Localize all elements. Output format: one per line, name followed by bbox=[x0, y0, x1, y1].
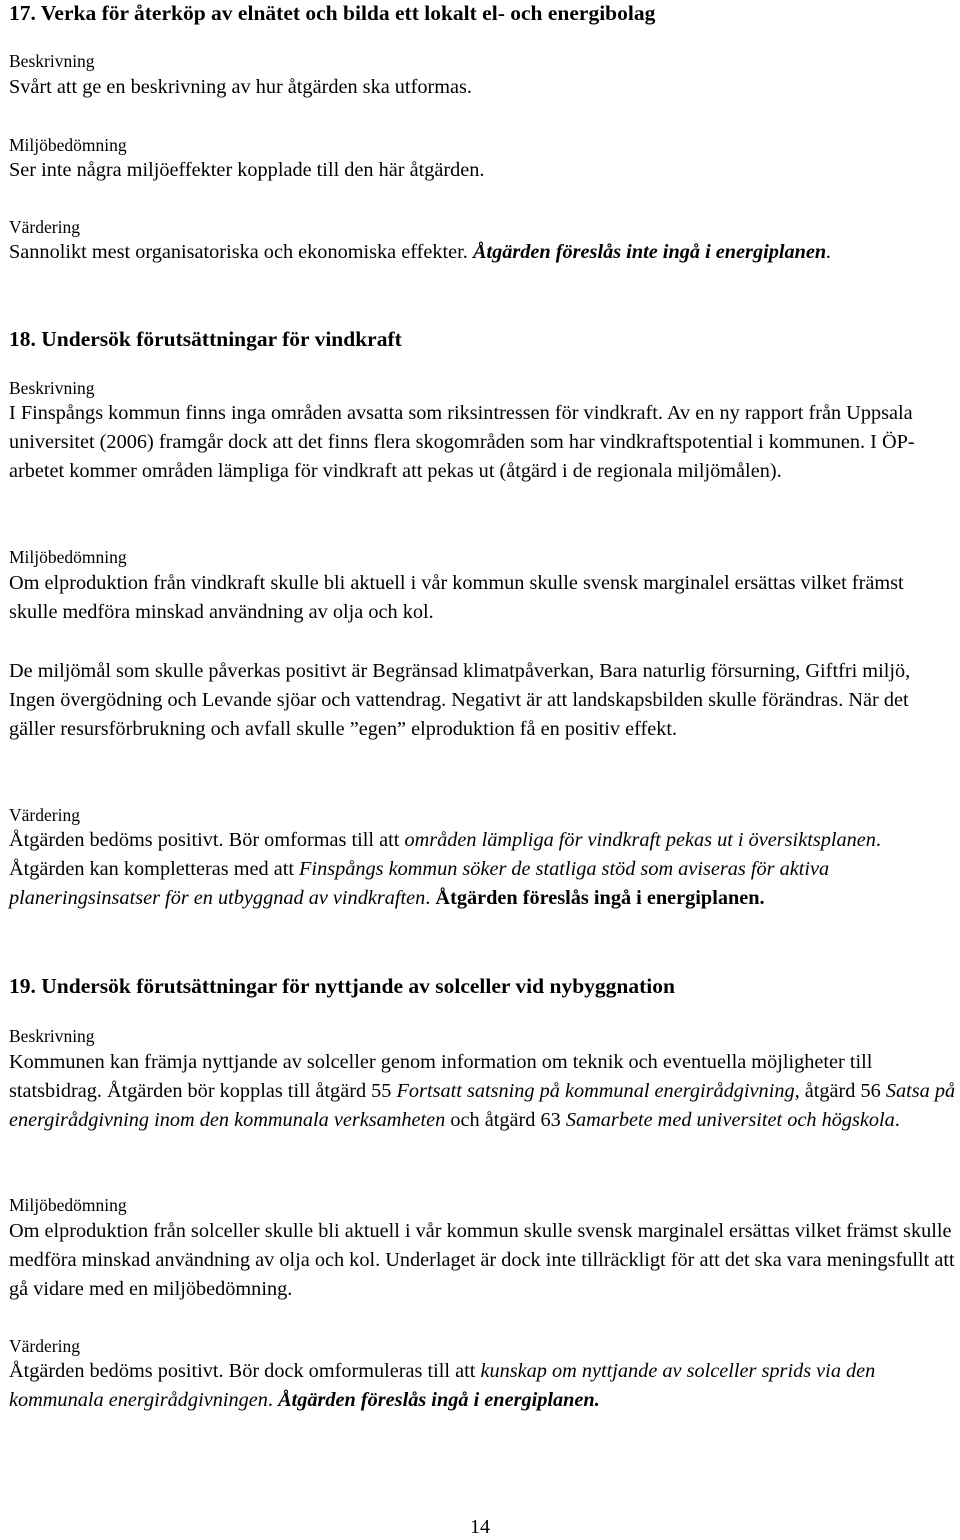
section-18-heading: 18. Undersök förutsättningar för vindkraft bbox=[9, 327, 402, 351]
section-18-beskrivning-label: Beskrivning bbox=[9, 378, 95, 398]
section-19-beskrivning-part-3: och åtgärd 63 bbox=[445, 1109, 566, 1131]
section-19-miljo-text: Om elproduktion från solceller skulle bli aktuell i vår kommun skulle svensk marginalel ersättas vilket främst skulle medföra minskad användning av olja och kol. Underlaget är dock inte tillräckligt för att det ska vara meningsfullt att gå vidare med en miljöbedömning. bbox=[9, 1220, 955, 1300]
page-number: 14 bbox=[470, 1516, 490, 1538]
section-17-conclusion: Åtgärden föreslås inte ingå i energiplanen bbox=[472, 241, 827, 263]
section-19-beskrivning-part-2: , åtgärd 56 bbox=[794, 1080, 886, 1102]
section-19-vardering-text bbox=[9, 1357, 957, 1415]
section-17-beskrivning-label: Beskrivning bbox=[9, 51, 95, 71]
section-19-vardering-italic-1: kunskap om nyttjande av solceller sprids via den kommunala energirådgivningen bbox=[9, 1360, 876, 1411]
section-17-vardering-label: Värdering bbox=[9, 217, 80, 237]
section-19-beskrivning-italic-1: Fortsatt satsning på kommunal energirådgivning bbox=[396, 1080, 795, 1102]
section-19-beskrivning-part-1: Kommunen kan främja nyttjande av solceller genom information om teknik och eventuella möjligheter till statsbidrag. Åtgärden bör kopplas till åtgärd 55 bbox=[9, 1051, 873, 1102]
section-18-vardering-part-2: . Åtgärden kan kompletteras med att bbox=[9, 829, 881, 880]
section-17-vardering-body: Sannolikt mest organisatoriska och ekonomiska effekter. bbox=[9, 241, 473, 263]
section-18-vardering-italic-1: områden lämpliga för vindkraft pekas ut i översiktsplanen bbox=[404, 829, 876, 851]
section-17-conclusion-end: . bbox=[826, 241, 832, 263]
section-18-beskrivning-text: I Finspångs kommun finns inga områden avsatta som riksintressen för vindkraft. Av en ny rapport från Uppsala universitet (2006) framgår dock att det finns flera skogområden som har vindkraftspotential i kommunen. I ÖP-arbetet kommer områden lämpliga för vindkraft att pekas ut (åtgärd i de regionala miljömålen). bbox=[9, 402, 915, 482]
section-19-conclusion: Åtgärden föreslås ingå i energiplanen. bbox=[278, 1389, 600, 1411]
section-18-vardering-part-3: . bbox=[425, 887, 436, 909]
section-17-miljo-label: Miljöbedömning bbox=[9, 135, 127, 155]
section-18-vardering-text bbox=[9, 826, 957, 913]
section-17-miljo-text: Ser inte några miljöeffekter kopplade till den här åtgärden. bbox=[9, 159, 485, 181]
section-19-beskrivning-italic-3: Samarbete med universitet och högskola bbox=[565, 1109, 895, 1131]
section-18-vardering-italic-2: Finspångs kommun söker de statliga stöd som aviseras för aktiva planeringsinsatser för en utbyggnad av vindkraften bbox=[9, 858, 830, 909]
section-19-beskrivning-text bbox=[9, 1048, 957, 1135]
section-18-vardering-part-1: Åtgärden bedöms positivt. Bör omformas till att bbox=[9, 829, 405, 851]
section-19-beskrivning-italic-2: Satsa på energirådgivning inom den kommunala verksamheten bbox=[9, 1080, 956, 1131]
section-17-vardering-text bbox=[9, 238, 957, 267]
section-19-vardering-part-1: Åtgärden bedöms positivt. Bör dock omformuleras till att bbox=[9, 1360, 481, 1382]
section-19-vardering-label: Värdering bbox=[9, 1336, 80, 1356]
section-18-conclusion: Åtgärden föreslås ingå i energiplanen. bbox=[435, 887, 765, 909]
section-19-heading: 19. Undersök förutsättningar för nyttjande av solceller vid nybyggnation bbox=[9, 974, 675, 998]
section-18-miljo-text: Om elproduktion från vindkraft skulle bli aktuell i vår kommun skulle svensk marginalel ersättas vilket främst skulle medföra minskad användning av olja och kol. bbox=[9, 572, 904, 623]
section-18-vardering-label: Värdering bbox=[9, 805, 80, 825]
section-19-beskrivning-label: Beskrivning bbox=[9, 1026, 95, 1046]
section-19-beskrivning-part-4: . bbox=[894, 1109, 900, 1131]
section-17-beskrivning-text: Svårt att ge en beskrivning av hur åtgärden ska utformas. bbox=[9, 76, 472, 98]
section-18-miljo-text-2: De miljömål som skulle påverkas positivt är Begränsad klimatpåverkan, Bara naturlig försurning, Giftfri miljö, Ingen övergödning och Levande sjöar och vattendrag. Negativt är att landskapsbilden skulle förändras. När det gäller resursförbrukning och avfall skulle ”egen” elproduktion få en positiv effekt. bbox=[9, 660, 911, 740]
section-17-heading: 17. Verka för återköp av elnätet och bilda ett lokalt el- och energibolag bbox=[9, 1, 656, 25]
section-19-miljo-label: Miljöbedömning bbox=[9, 1195, 127, 1215]
section-19-vardering-part-2: . bbox=[267, 1389, 279, 1411]
section-18-miljo-label: Miljöbedömning bbox=[9, 547, 127, 567]
